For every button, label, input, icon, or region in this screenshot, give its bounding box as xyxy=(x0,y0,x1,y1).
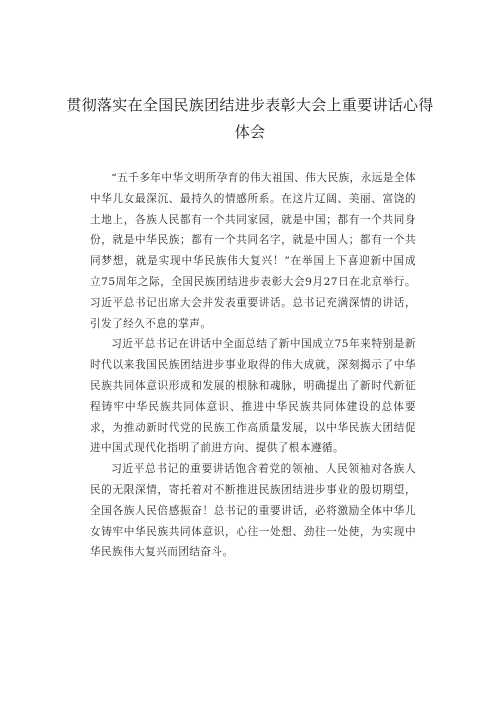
document-title xyxy=(60,92,440,146)
body-paragraph-3: 习近平总书记的重要讲话饱含着党的领袖、人民领袖对各族人民的无限深情，寄托着对不断推进民族团结进步事业的殷切期望，全国各族人民倍感振奋！总书记的重要讲话，必将激励全体中华儿女铸牢中华民族共同体意识，心往一处想、劲往一处使，为实现中华民族伟大复兴而团结奋斗。 xyxy=(90,463,416,559)
document-body xyxy=(90,168,416,563)
document-title-line-2: 体会 xyxy=(234,123,266,141)
document-title-line-1: 贯彻落实在全国民族团结进步表彰大会上重要讲话心得 xyxy=(66,96,434,114)
body-paragraph-1: “五千多年中华文明所孕育的伟大祖国、伟大民族，永远是全体中华儿女最深沉、最持久的情感所系。在这片辽阔、美丽、富饶的土地上，各族人民都有一个共同家园，就是中国；都有一个共同身份，就是中华民族；都有一个共同名字，就是中国人；都有一个共同梦想，就是实现中华民族伟大复兴！”在举国上下喜迎新中国成立75周年之际，全国民族团结进步表彰大会9月27日在北京举行。习近平总书记出席大会并发表重要讲话。总书记充满深情的讲话，引发了经久不息的掌声。 xyxy=(90,172,416,330)
body-paragraph-2: 习近平总书记在讲话中全面总结了新中国成立75年来特别是新时代以来我国民族团结进步事业取得的伟大成就，深刻揭示了中华民族共同体意识形成和发展的根脉和魂脉，明确提出了新时代新征程铸牢中华民族共同体意识、推进中华民族共同体建设的总体要求，为推动新时代党的民族工作高质量发展，以中华民族大团结促进中国式现代化指明了前进方向、提供了根本遵循。 xyxy=(90,338,416,455)
